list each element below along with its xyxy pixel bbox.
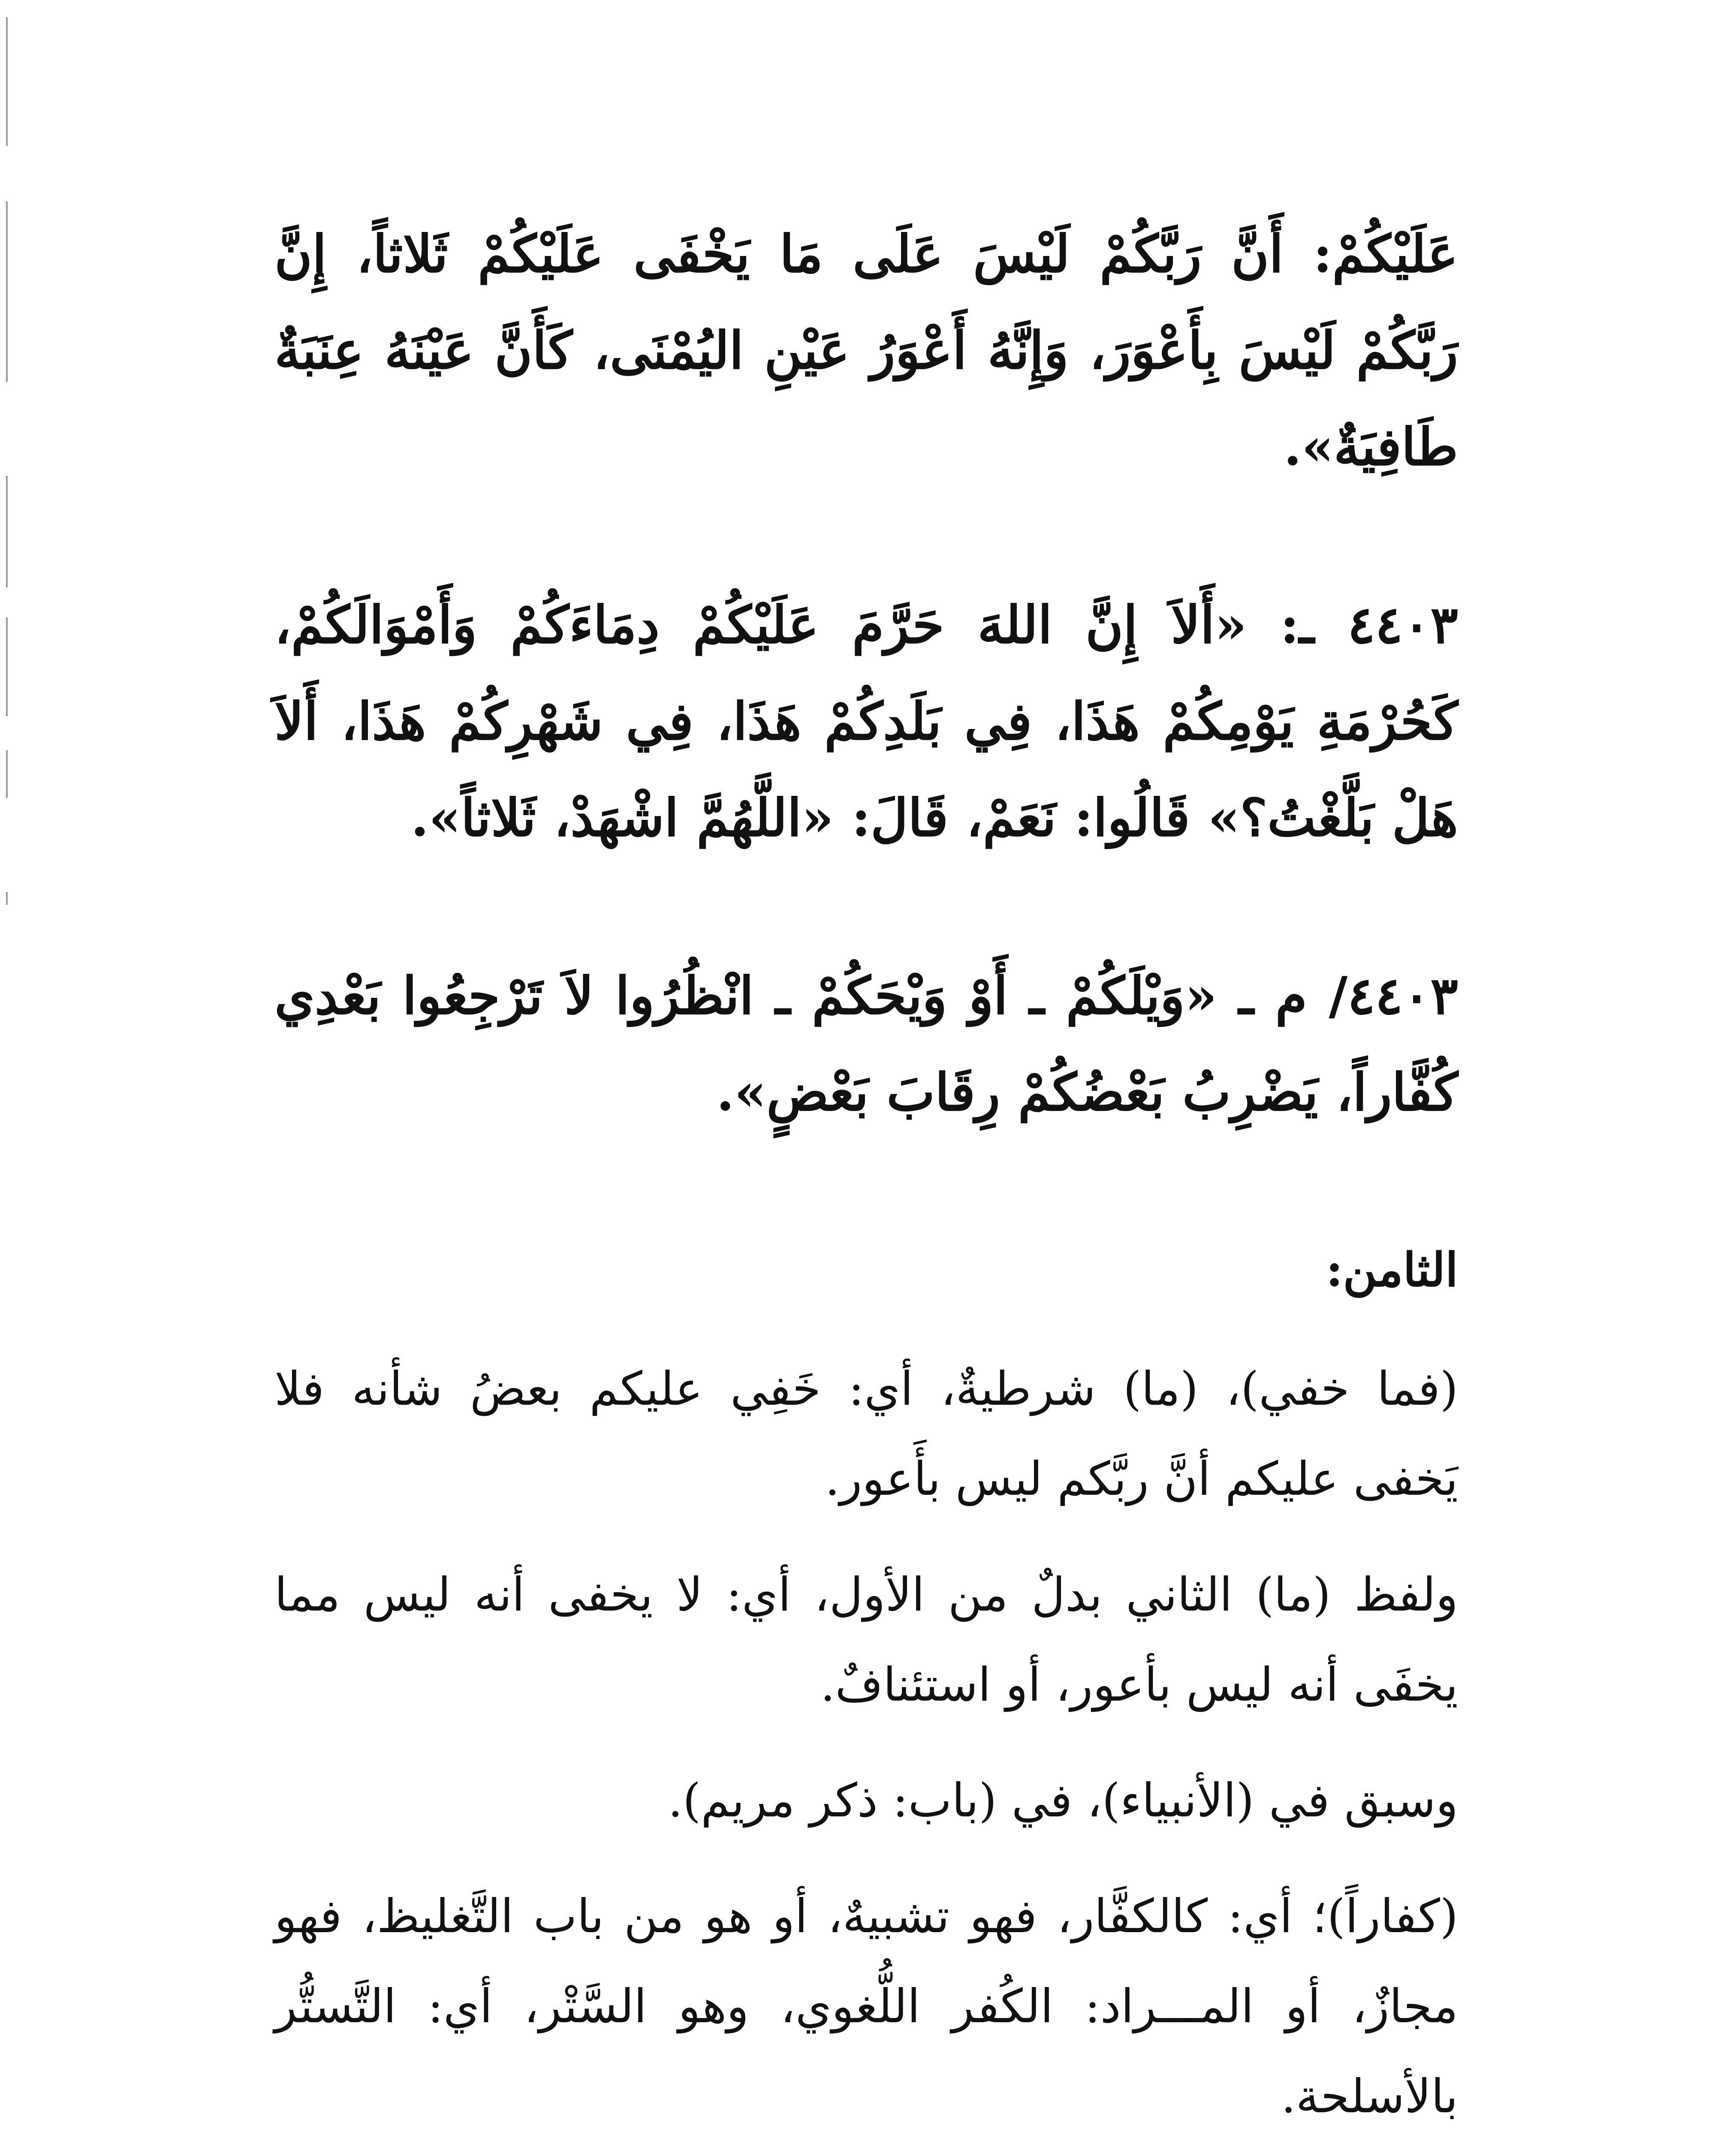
margin-mark	[6, 750, 8, 798]
margin-mark	[6, 617, 8, 716]
margin-mark	[6, 202, 8, 382]
margin-mark	[6, 476, 8, 587]
hadith-continuation: عَلَيْكُمْ: أَنَّ رَبَّكُمْ لَيْسَ عَلَى مَا يَخْفَى عَلَيْكُمْ ثَلاثاً، إِنَّ رَبَّكُمْ لَيْسَ بِأَعْوَرَ، وَإِنَّهُ أَعْوَرُ عَيْنِ اليُمْنَى، كَأَنَّ عَيْنَهُ عِنَبَةٌ طَافِيَةٌ».	[274, 224, 1458, 477]
margin-mark	[6, 892, 8, 905]
commentary-paragraph: (كفاراً)؛ أي: كالكفَّار، فهو تشبيهٌ، أو هو من باب التَّغليظ، فهو مجازٌ، أو المـــراد: الكُفر اللُّغوي، وهو السَّتْر، أي: التَّستُّر بالأسلحة.	[274, 1890, 1458, 2123]
page-body	[274, 206, 1458, 2144]
section-heading: الثامن:	[1326, 1243, 1458, 1297]
scan-margin-marks	[6, 0, 10, 900]
commentary-paragraph: وسبق في (الأنبياء)، في (باب: ذكر مريم).	[668, 1774, 1458, 1828]
hadith-4403-m: ٤٤٠٣/ م ـ «وَيْلَكُمْ ـ أَوْ وَيْحَكُمْ ـ انْظُرُوا لاَ تَرْجِعُوا بَعْدِي كُفَّاراً، يَضْرِبُ بَعْضُكُمْ رِقَابَ بَعْضٍ».	[274, 966, 1458, 1123]
commentary-paragraph: (فما خفي)، (ما) شرطيةٌ، أي: خَفِي عليكم بعضُ شأنه فلا يَخفى عليكم أنَّ ربَّكم ليس بأَعور.	[274, 1362, 1458, 1506]
hadith-4403: ٤٤٠٣ ـ: «أَلاَ إِنَّ اللهَ حَرَّمَ عَلَيْكُمْ دِمَاءَكُمْ وَأَمْوَالَكُمْ، كَحُرْمَةِ يَوْمِكُمْ هَذَا، فِي بَلَدِكُمْ هَذَا، فِي شَهْرِكُمْ هَذَا، أَلاَ هَلْ بَلَّغْتُ؟» قَالُوا: نَعَمْ، قَالَ: «اللَّهُمَّ اشْهَدْ، ثَلاثاً».	[274, 595, 1458, 848]
commentary-paragraph: ولفظ (ما) الثاني بدلٌ من الأول، أي: لا يخفى أنه ليس مما يخفَى أنه ليس بأعور، أو استئنافٌ.	[274, 1568, 1458, 1712]
margin-mark	[6, 17, 8, 146]
